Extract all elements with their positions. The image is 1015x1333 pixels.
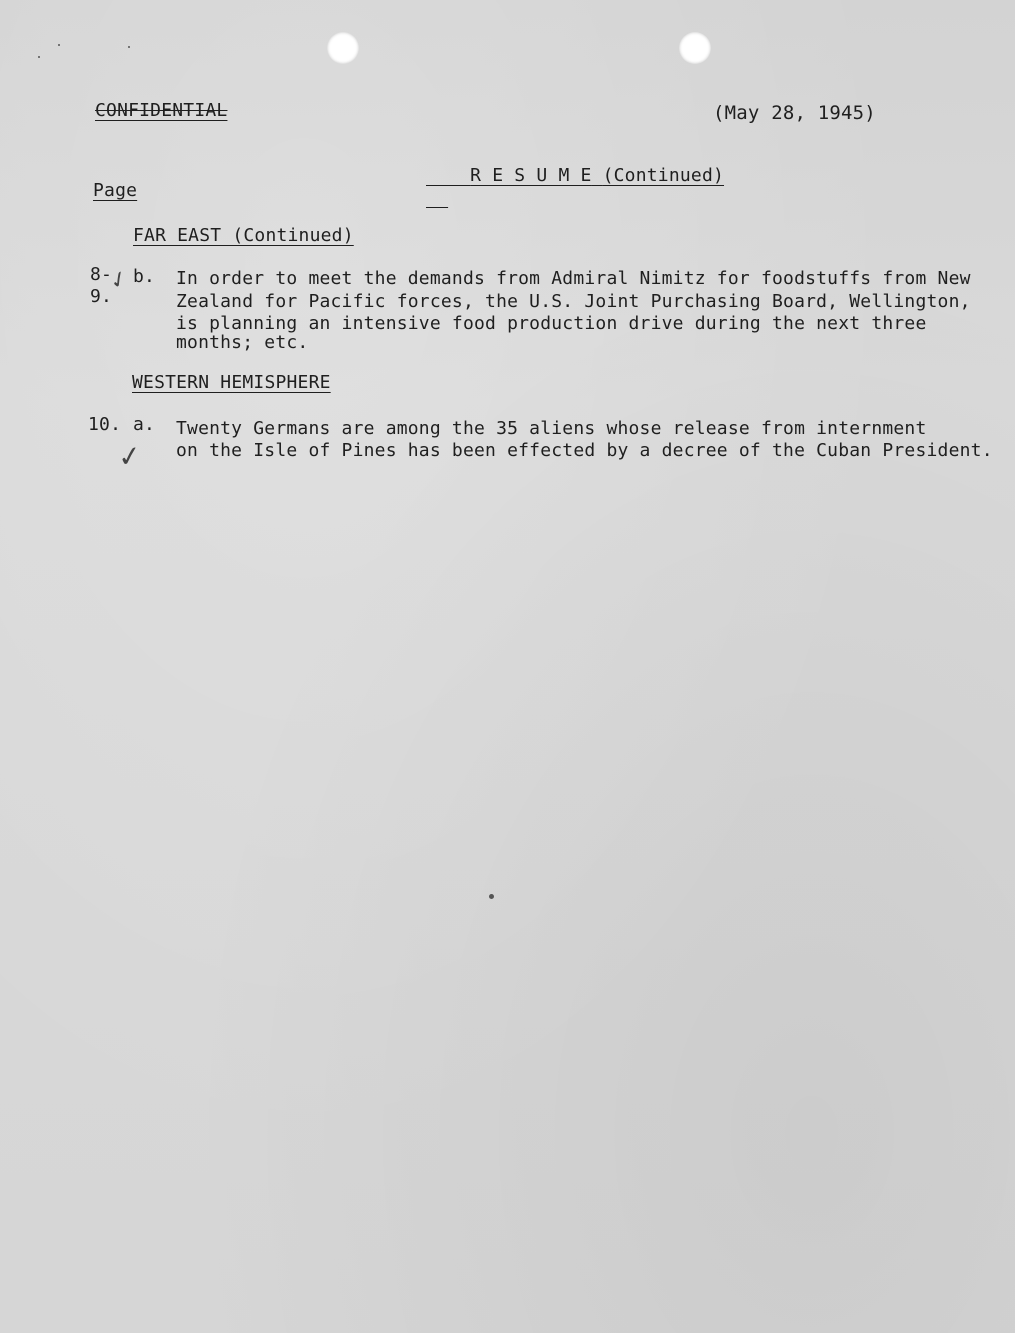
item-letter: b. bbox=[133, 266, 156, 287]
item-letter: a. bbox=[133, 414, 156, 435]
page-column-label: Page bbox=[93, 180, 138, 201]
item-text-line: is planning an intensive food production drive during the next three bbox=[176, 313, 927, 334]
check-mark: ✓ bbox=[115, 438, 144, 475]
item-text-line: Twenty Germans are among the 35 aliens whose release from internment bbox=[176, 418, 927, 439]
section-heading-western-hemisphere: WESTERN HEMISPHERE bbox=[132, 372, 331, 393]
item-text-line: Zealand for Pacific forces, the U.S. Joint Purchasing Board, Wellington, bbox=[176, 291, 971, 312]
speck bbox=[58, 44, 60, 46]
speck bbox=[128, 46, 130, 48]
item-text-line: In order to meet the demands from Admiral Nimitz for foodstuffs from New bbox=[176, 268, 971, 289]
item-text-line: months; etc. bbox=[176, 332, 309, 353]
classification-stamp: CONFIDENTIAL bbox=[95, 100, 228, 121]
check-mark: ✓ bbox=[105, 265, 134, 296]
speck bbox=[489, 894, 494, 899]
page-ref: 9. bbox=[90, 286, 113, 307]
page-ref: 8- bbox=[90, 264, 113, 285]
page-title bbox=[426, 143, 724, 209]
page-ref: 10. bbox=[88, 414, 122, 435]
title-main: R E S U M E bbox=[470, 165, 592, 186]
item-text-line: on the Isle of Pines has been effected by a decree of the Cuban President. bbox=[176, 440, 993, 461]
title-suffix: (Continued) bbox=[602, 165, 725, 186]
speck bbox=[38, 56, 40, 58]
punch-hole-right bbox=[679, 32, 711, 64]
punch-hole-left bbox=[327, 32, 359, 64]
section-heading-far-east: FAR EAST (Continued) bbox=[133, 225, 354, 246]
document-date: (May 28, 1945) bbox=[713, 102, 876, 124]
